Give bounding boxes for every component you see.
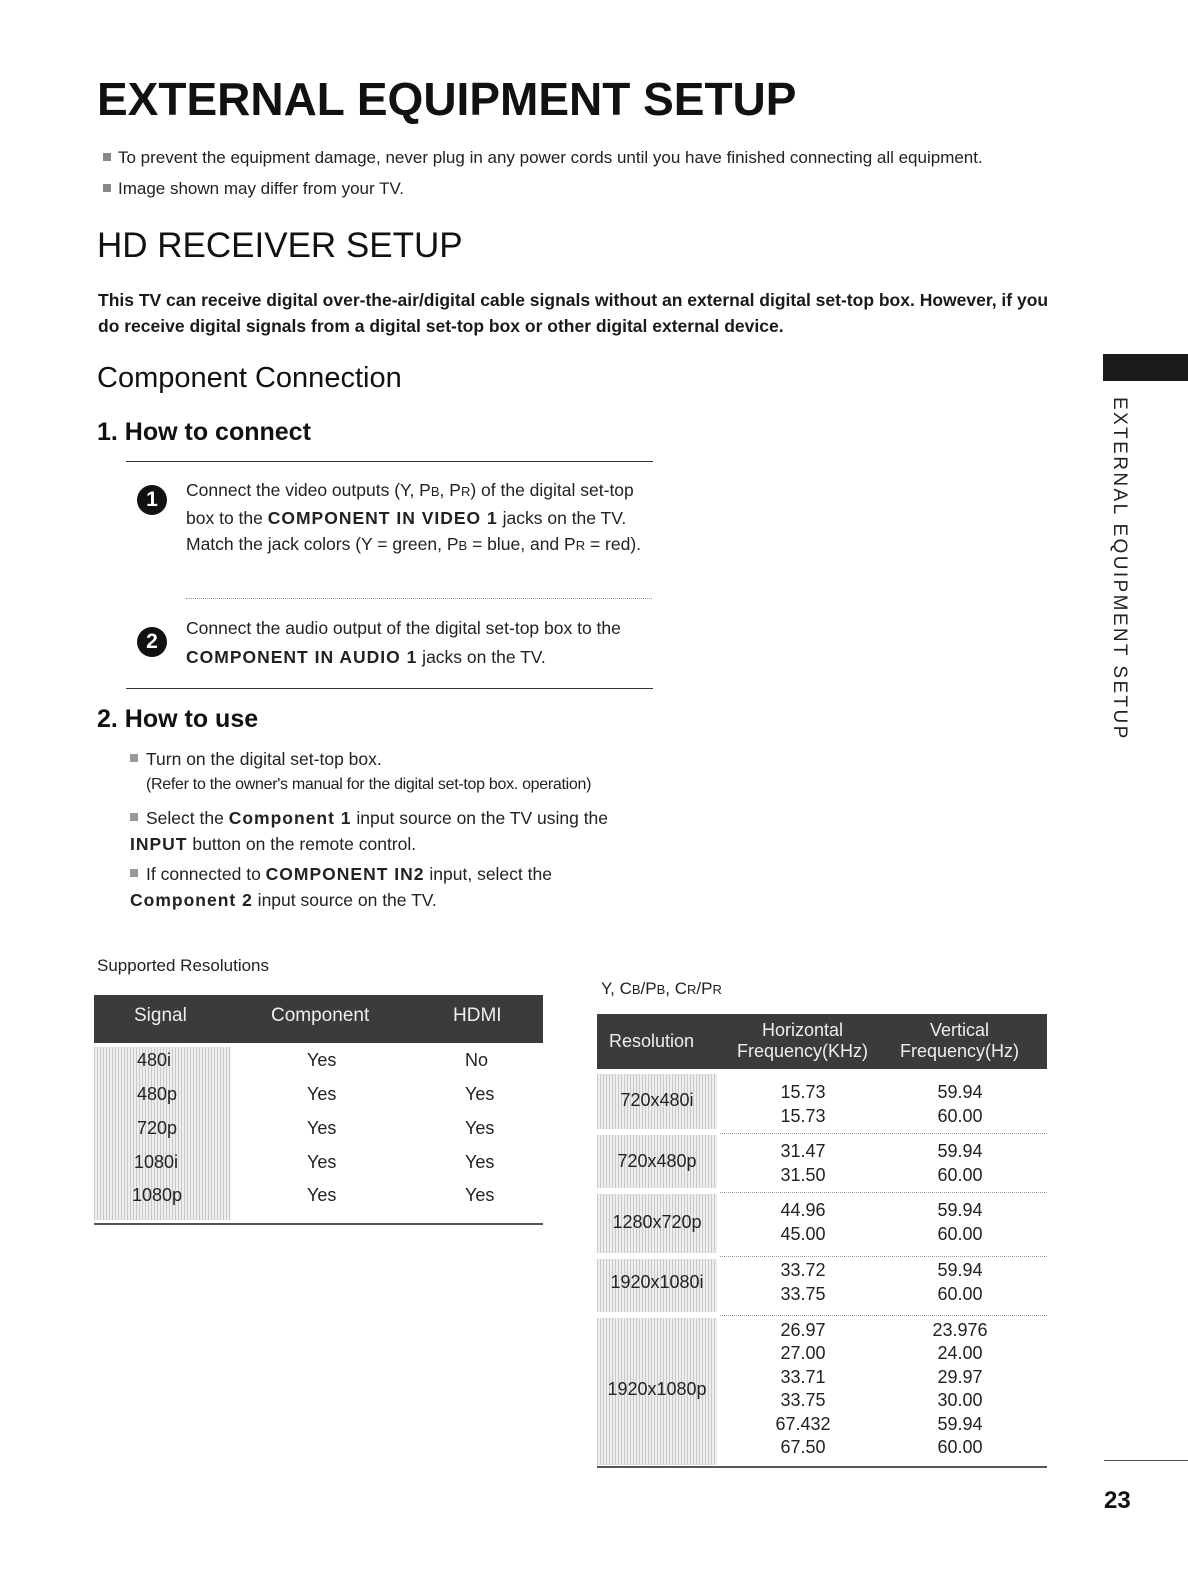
table-cell: Yes	[307, 1185, 337, 1205]
res-label: 720x480i	[620, 1090, 694, 1110]
v-freq: 59.94	[937, 1414, 983, 1434]
freq-table-header	[597, 1014, 1047, 1069]
h-freq: 15.73	[780, 1082, 826, 1102]
supported-table-bottom-rule	[94, 1223, 543, 1225]
table-cell: 720p	[137, 1118, 178, 1138]
sidebar-label: EXTERNAL EQUIPMENT SETUP	[1109, 397, 1130, 741]
step-divider	[186, 598, 652, 599]
bullet-square-icon	[103, 153, 111, 161]
header-vertical: Vertical Frequency(Hz)	[899, 1020, 1020, 1061]
step-2-number-icon: 2	[137, 627, 167, 657]
v-freq: 60.00	[937, 1437, 983, 1457]
subsection-title: Component Connection	[97, 362, 402, 394]
freq-table-bottom-rule	[597, 1466, 1047, 1468]
v-freq: 59.94	[937, 1082, 983, 1102]
table-cell: Yes	[465, 1185, 495, 1205]
table-cell: Yes	[307, 1050, 337, 1070]
table-cell: No	[465, 1050, 489, 1070]
page-number: 23	[1104, 1487, 1131, 1514]
h-freq: 31.47	[780, 1141, 826, 1161]
h-freq: 33.75	[780, 1284, 826, 1304]
h-freq: 33.72	[780, 1260, 826, 1280]
row-divider	[720, 1192, 1047, 1193]
row-divider	[720, 1256, 1047, 1257]
divider-bottom	[126, 688, 653, 689]
v-freq: 59.94	[937, 1200, 983, 1220]
use-bullet-3: If connected to COMPONENT IN2 input, select the Component 2 input source on the TV.	[130, 864, 552, 910]
intro-paragraph: This TV can receive digital over-the-air/digital cable signals without an external digital set-top box. However, if you do receive digital signals from a digital set-top box or other digital external device.	[98, 290, 1049, 336]
page-title: EXTERNAL EQUIPMENT SETUP	[97, 73, 797, 125]
step-1-number-icon: 1	[137, 485, 167, 515]
h-freq: 26.97	[780, 1320, 826, 1340]
how-to-connect-heading: 1. How to connect	[97, 418, 311, 446]
bullet-square-icon	[130, 754, 138, 762]
bullet-square-icon	[103, 184, 111, 192]
row-divider	[720, 1133, 1047, 1134]
note-image	[103, 179, 404, 199]
h-freq: 15.73	[780, 1106, 826, 1126]
bullet-square-icon	[130, 869, 138, 877]
table-cell: Yes	[307, 1152, 337, 1172]
table-cell: Yes	[465, 1152, 495, 1172]
row-divider	[720, 1315, 1047, 1316]
sidebar-tab-marker	[1103, 354, 1188, 381]
v-freq: 30.00	[937, 1390, 983, 1410]
use-bullet-1: Turn on the digital set-top box.	[130, 746, 650, 772]
v-freq: 59.94	[937, 1260, 983, 1280]
v-freq: 60.00	[937, 1224, 983, 1244]
v-freq: 60.00	[937, 1106, 983, 1126]
table-cell: 480p	[137, 1084, 178, 1104]
table-cell: 1080p	[132, 1185, 183, 1205]
v-freq: 60.00	[937, 1165, 983, 1185]
use-bullet-2: Select the Component 1 input source on the TV using the INPUT button on the remote control.	[130, 808, 609, 854]
header-resolution: Resolution	[609, 1031, 695, 1051]
how-to-use-heading: 2. How to use	[97, 705, 259, 733]
v-freq: 29.97	[937, 1367, 983, 1387]
header-component: Component	[271, 1005, 370, 1026]
res-label: 720x480p	[617, 1151, 697, 1171]
note-power	[103, 148, 983, 168]
section-title: HD RECEIVER SETUP	[97, 226, 463, 265]
v-freq: 59.94	[937, 1141, 983, 1161]
page-number-rule	[1104, 1460, 1188, 1461]
h-freq: 67.50	[780, 1437, 826, 1457]
v-freq: 60.00	[937, 1284, 983, 1304]
table-cell: 1080i	[134, 1152, 179, 1172]
res-label: 1280x720p	[612, 1212, 702, 1232]
freq-caption: Y, CB/PB, CR/PR	[601, 979, 722, 998]
table-cell: Yes	[307, 1084, 337, 1104]
divider-top	[126, 461, 653, 462]
supported-table-header	[94, 995, 543, 1043]
h-freq: 45.00	[780, 1224, 826, 1244]
h-freq: 31.50	[780, 1165, 826, 1185]
res-label: 1920x1080p	[607, 1379, 707, 1399]
table-cell: Yes	[465, 1084, 495, 1104]
header-horizontal: Horizontal Frequency(KHz)	[736, 1020, 869, 1061]
table-cell: Yes	[465, 1118, 495, 1138]
h-freq: 27.00	[780, 1343, 826, 1363]
refer-note: (Refer to the owner's manual for the digital set-top box. operation)	[146, 776, 592, 793]
step-2-text: Connect the audio output of the digital set-top box to the COMPONENT IN AUDIO 1 jacks on the TV.	[186, 618, 621, 667]
bullet-square-icon	[130, 813, 138, 821]
step-1-text: Connect the video outputs (Y, PB, PR) of the digital set-top box to the COMPONENT IN VIDEO 1 jacks on the TV. Match the jack colors (Y = green, PB = blue, and PR = red).	[186, 480, 642, 554]
table-cell: Yes	[307, 1118, 337, 1138]
h-freq: 44.96	[780, 1200, 826, 1220]
header-signal: Signal	[134, 1005, 187, 1026]
v-freq: 24.00	[937, 1343, 983, 1363]
res-label: 1920x1080i	[610, 1272, 704, 1292]
table-cell: 480i	[137, 1050, 172, 1070]
h-freq: 33.71	[780, 1367, 826, 1387]
note-text: Image shown may differ from your TV.	[118, 179, 404, 198]
header-hdmi: HDMI	[453, 1005, 502, 1026]
supported-resolutions-caption: Supported Resolutions	[97, 956, 270, 975]
note-text: To prevent the equipment damage, never plug in any power cords until you have finished connecting all equipment.	[118, 148, 983, 167]
v-freq: 23.976	[932, 1320, 988, 1340]
h-freq: 33.75	[780, 1390, 826, 1410]
h-freq: 67.432	[775, 1414, 831, 1434]
